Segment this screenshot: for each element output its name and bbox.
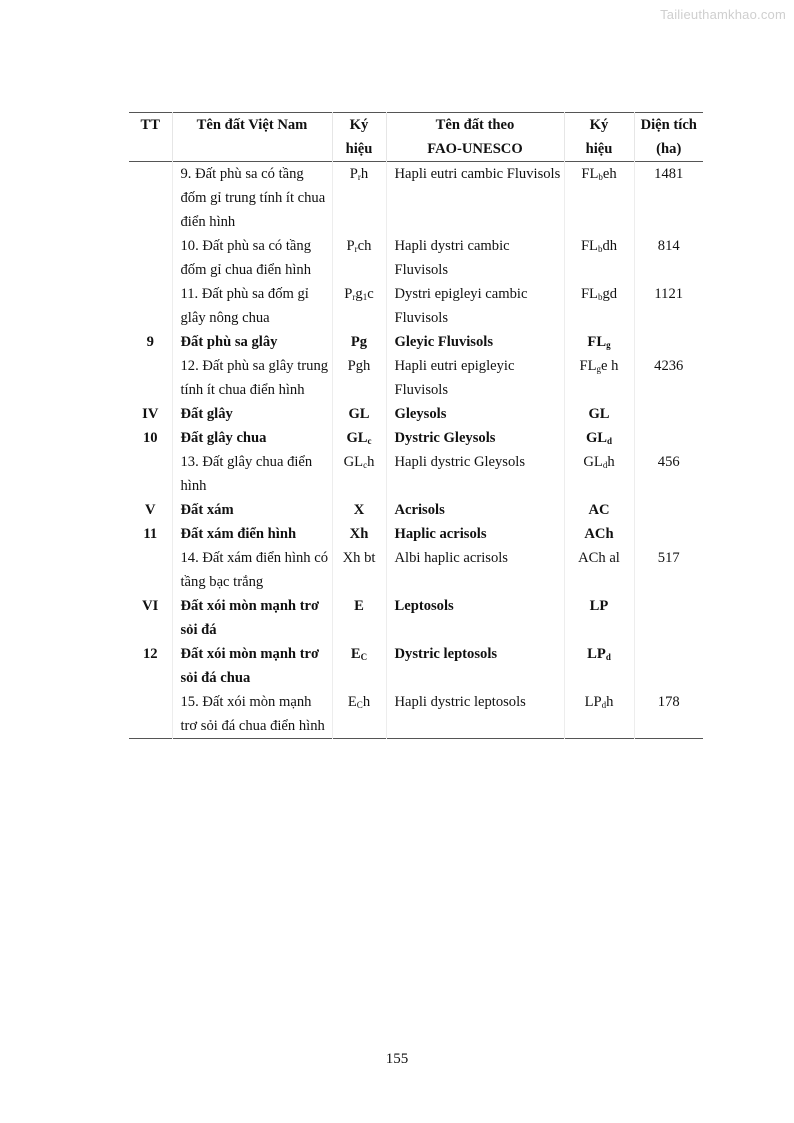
cell-vn-name: Đất phù sa glây xyxy=(172,330,332,354)
cell-vn-name: Đất xói mòn mạnh trơ sỏi đá chua xyxy=(172,642,332,690)
cell-tt: V xyxy=(144,502,156,518)
cell-fao-symbol: $FL_bdh$ xyxy=(564,234,634,282)
cell-symbol: $P_rg_1c$ xyxy=(332,282,386,330)
table-group-row xyxy=(129,402,703,426)
cell-symbol: $E_C$ xyxy=(332,642,386,690)
table-group-row xyxy=(129,330,703,354)
cell-tt: 11 xyxy=(143,526,158,542)
cell-symbol: Pgh xyxy=(332,354,386,402)
cell-vn-name: 15. Đất xói mòn mạnh trơ sỏi đá chua điển hình xyxy=(172,690,332,739)
table-row xyxy=(129,234,703,282)
table-row xyxy=(129,282,703,330)
cell-fao-symbol: LP xyxy=(564,594,634,642)
cell-area xyxy=(634,594,703,642)
cell-symbol: $P_rh$ xyxy=(332,162,386,235)
table-group-row xyxy=(129,498,703,522)
cell-fao-name: Dystri epigleyi cambic Fluvisols xyxy=(386,282,564,330)
header-vn-name: Tên đất Việt Nam xyxy=(172,113,332,162)
cell-area xyxy=(634,426,703,450)
cell-tt: 12 xyxy=(142,646,158,662)
cell-vn-name: 12. Đất phù sa glây trung tính ít chua điển hình xyxy=(172,354,332,402)
cell-fao-symbol: $LP_d$ xyxy=(564,642,634,690)
cell-fao-symbol: $LP_dh$ xyxy=(564,690,634,739)
cell-fao-name: Acrisols xyxy=(386,498,564,522)
cell-vn-name: 13. Đất glây chua điển hình xyxy=(172,450,332,498)
cell-symbol: $E_Ch$ xyxy=(332,690,386,739)
cell-fao-name: Gleysols xyxy=(386,402,564,426)
cell-fao-symbol: ACh al xyxy=(564,546,634,594)
cell-fao-symbol: GL xyxy=(564,402,634,426)
cell-fao-symbol: ACh xyxy=(564,522,634,546)
cell-fao-symbol: $FL_beh$ xyxy=(564,162,634,235)
cell-symbol: X xyxy=(332,498,386,522)
cell-tt xyxy=(129,162,172,235)
header-symbol: Ký hiệu xyxy=(332,113,386,162)
table-row xyxy=(129,690,703,739)
cell-area: 178 xyxy=(634,690,703,739)
soil-classification-table xyxy=(129,112,703,739)
cell-symbol: Xh bt xyxy=(332,546,386,594)
cell-fao-name: Haplic acrisols xyxy=(386,522,564,546)
cell-area: 517 xyxy=(634,546,703,594)
cell-vn-name: Đất xám xyxy=(172,498,332,522)
cell-fao-symbol: $FL_g$ xyxy=(564,330,634,354)
cell-vn-name: Đất xói mòn mạnh trơ sỏi đá xyxy=(172,594,332,642)
table-group-row xyxy=(129,642,703,690)
cell-fao-name: Hapli dystric Gleysols xyxy=(386,450,564,498)
table-header-row xyxy=(129,113,703,162)
watermark-text: Tailieuthamkhao.com xyxy=(660,7,786,22)
cell-area xyxy=(634,402,703,426)
cell-vn-name: 10. Đất phù sa có tầng đốm gỉ chua điển hình xyxy=(172,234,332,282)
cell-vn-name: Đất glây xyxy=(172,402,332,426)
cell-area: 814 xyxy=(634,234,703,282)
cell-fao-name: Dystric leptosols xyxy=(386,642,564,690)
table-group-row xyxy=(129,426,703,450)
cell-fao-name: Dystric Gleysols xyxy=(386,426,564,450)
cell-tt xyxy=(129,546,172,594)
cell-area: 1121 xyxy=(634,282,703,330)
cell-fao-symbol: $GL_d$ xyxy=(564,426,634,450)
table-row xyxy=(129,354,703,402)
header-area: Diện tích (ha) xyxy=(634,113,703,162)
header-fao-symbol: Ký hiệu xyxy=(564,113,634,162)
cell-symbol: $GL_ch$ xyxy=(332,450,386,498)
cell-area xyxy=(634,522,703,546)
cell-fao-symbol: $GL_dh$ xyxy=(564,450,634,498)
cell-symbol: E xyxy=(332,594,386,642)
table-body xyxy=(129,162,703,739)
cell-area: 456 xyxy=(634,450,703,498)
cell-tt xyxy=(129,690,172,739)
cell-tt xyxy=(129,282,172,330)
cell-area: 4236 xyxy=(634,354,703,402)
cell-area xyxy=(634,642,703,690)
cell-fao-name: Gleyic Fluvisols xyxy=(386,330,564,354)
cell-tt: VI xyxy=(142,598,159,614)
cell-fao-symbol: AC xyxy=(564,498,634,522)
cell-fao-name: Hapli eutri cambic Fluvisols xyxy=(386,162,564,235)
table-row xyxy=(129,546,703,594)
cell-tt: IV xyxy=(142,406,159,422)
cell-fao-name: Hapli eutri epigleyic Fluvisols xyxy=(386,354,564,402)
page-number: 155 xyxy=(385,1051,409,1067)
cell-vn-name: 11. Đất phù sa đốm gỉ glây nông chua xyxy=(172,282,332,330)
cell-area: 1481 xyxy=(634,162,703,235)
cell-fao-name: Hapli dystric leptosols xyxy=(386,690,564,739)
cell-tt: 9 xyxy=(146,334,154,350)
table-group-row xyxy=(129,522,703,546)
table-row xyxy=(129,162,703,235)
cell-area xyxy=(634,330,703,354)
cell-vn-name: Đất glây chua xyxy=(172,426,332,450)
cell-tt xyxy=(129,450,172,498)
cell-fao-name: Albi haplic acrisols xyxy=(386,546,564,594)
header-tt: TT xyxy=(140,117,160,133)
cell-symbol: $P_rch$ xyxy=(332,234,386,282)
table-group-row xyxy=(129,594,703,642)
cell-fao-name: Hapli dystri cambic Fluvisols xyxy=(386,234,564,282)
cell-vn-name: 14. Đất xám điển hình có tầng bạc trắng xyxy=(172,546,332,594)
cell-tt: 10 xyxy=(142,430,158,446)
cell-symbol: GL xyxy=(332,402,386,426)
cell-area xyxy=(634,498,703,522)
table-row xyxy=(129,450,703,498)
cell-symbol: $GL_c$ xyxy=(332,426,386,450)
cell-fao-symbol: $FL_ge$ h xyxy=(564,354,634,402)
cell-vn-name: Đất xám điển hình xyxy=(172,522,332,546)
cell-tt xyxy=(129,234,172,282)
cell-vn-name: 9. Đất phù sa có tầng đốm gỉ trung tính ít chua điển hình xyxy=(172,162,332,235)
cell-fao-name: Leptosols xyxy=(386,594,564,642)
cell-symbol: Xh xyxy=(332,522,386,546)
cell-fao-symbol: $FL_bgd$ xyxy=(564,282,634,330)
cell-tt xyxy=(129,354,172,402)
cell-symbol: Pg xyxy=(332,330,386,354)
header-fao-name: Tên đất theo FAO-UNESCO xyxy=(386,113,564,162)
